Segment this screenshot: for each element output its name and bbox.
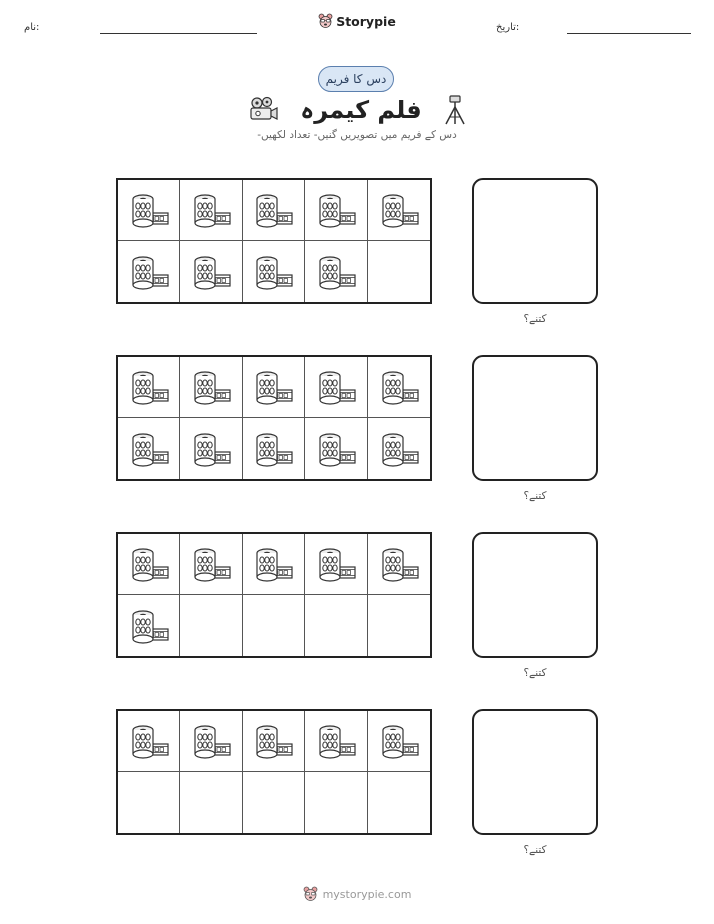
film-reel-icon xyxy=(379,721,419,761)
date-label: تاریخ: xyxy=(496,22,520,33)
question-label-3: کتنے؟ xyxy=(523,667,547,679)
frame-cell xyxy=(368,534,430,595)
ten-frame-4 xyxy=(116,709,432,835)
question-label-1: کتنے؟ xyxy=(523,313,547,325)
frame-cell xyxy=(180,772,242,833)
brand-name: Storypie xyxy=(336,13,396,29)
question-label-2: کتنے؟ xyxy=(523,490,547,502)
film-reel-icon xyxy=(316,252,356,292)
film-reel-icon xyxy=(316,429,356,469)
film-reel-icon xyxy=(253,252,293,292)
frame-cell xyxy=(243,595,305,656)
film-reel-icon xyxy=(129,429,169,469)
answer-box-4[interactable] xyxy=(472,709,598,835)
frame-cell xyxy=(305,357,367,418)
storypie-bear-icon xyxy=(318,13,333,29)
film-reel-icon xyxy=(379,544,419,584)
frame-cell xyxy=(118,534,180,595)
ten-frame-3 xyxy=(116,532,432,658)
frame-cell xyxy=(118,418,180,479)
film-reel-icon xyxy=(253,429,293,469)
frame-cell xyxy=(305,418,367,479)
frame-cell xyxy=(368,711,430,772)
film-reel-icon xyxy=(129,367,169,407)
page-title: فلم کیمرہ xyxy=(300,96,422,124)
footer xyxy=(0,886,714,906)
film-reel-icon xyxy=(379,429,419,469)
film-reel-icon xyxy=(316,190,356,230)
frame-cell xyxy=(180,241,242,302)
film-reel-icon xyxy=(316,367,356,407)
frame-cell xyxy=(368,418,430,479)
footer-url: mystorypie.com xyxy=(322,887,412,901)
film-reel-icon xyxy=(191,721,231,761)
film-reel-icon xyxy=(129,190,169,230)
brand xyxy=(0,13,714,33)
frame-cell xyxy=(368,595,430,656)
film-reel-icon xyxy=(253,367,293,407)
frame-cell xyxy=(180,711,242,772)
film-reel-icon xyxy=(191,429,231,469)
topic-badge: دس کا فریم xyxy=(318,66,394,92)
ten-frame-2 xyxy=(116,355,432,481)
frame-cell xyxy=(243,241,305,302)
film-reel-icon xyxy=(129,252,169,292)
frame-cell xyxy=(243,711,305,772)
film-reel-icon xyxy=(129,606,169,646)
frame-cell xyxy=(305,241,367,302)
answer-box-1[interactable] xyxy=(472,178,598,304)
film-reel-icon xyxy=(379,190,419,230)
frame-cell xyxy=(368,772,430,833)
frame-cell xyxy=(180,180,242,241)
film-reel-icon xyxy=(316,544,356,584)
frame-cell xyxy=(368,357,430,418)
film-reel-icon xyxy=(379,367,419,407)
answer-box-3[interactable] xyxy=(472,532,598,658)
frame-cell xyxy=(305,772,367,833)
frame-cell xyxy=(118,241,180,302)
film-reel-icon xyxy=(129,544,169,584)
frame-cell xyxy=(368,241,430,302)
frame-cell xyxy=(243,357,305,418)
name-line[interactable] xyxy=(100,33,257,34)
frame-cell xyxy=(180,534,242,595)
film-reel-icon xyxy=(253,721,293,761)
storypie-bear-icon xyxy=(303,886,318,902)
film-reel-icon xyxy=(191,544,231,584)
frame-cell xyxy=(118,595,180,656)
frame-cell xyxy=(243,534,305,595)
film-reel-icon xyxy=(191,252,231,292)
frame-cell xyxy=(243,180,305,241)
frame-cell xyxy=(243,418,305,479)
film-reel-icon xyxy=(191,367,231,407)
film-reel-icon xyxy=(129,721,169,761)
film-reel-icon xyxy=(316,721,356,761)
question-label-4: کتنے؟ xyxy=(523,844,547,856)
frame-cell xyxy=(180,357,242,418)
movie-camera-icon xyxy=(248,96,278,124)
frame-cell xyxy=(305,595,367,656)
frame-cell xyxy=(180,595,242,656)
frame-cell xyxy=(180,418,242,479)
film-reel-icon xyxy=(191,190,231,230)
frame-cell xyxy=(368,180,430,241)
title-row xyxy=(0,95,714,128)
instructions: دس کے فریم میں تصویریں گنیں- تعداد لکھیں- xyxy=(257,129,457,141)
frame-cell xyxy=(305,180,367,241)
frame-cell xyxy=(243,772,305,833)
frame-cell xyxy=(118,711,180,772)
frame-cell xyxy=(118,180,180,241)
tripod-icon xyxy=(444,95,466,125)
frame-cell xyxy=(118,772,180,833)
ten-frame-1 xyxy=(116,178,432,304)
name-label: نام: xyxy=(24,22,40,33)
frame-cell xyxy=(305,534,367,595)
answer-box-2[interactable] xyxy=(472,355,598,481)
date-line[interactable] xyxy=(567,33,691,34)
film-reel-icon xyxy=(253,190,293,230)
frame-cell xyxy=(118,357,180,418)
frame-cell xyxy=(305,711,367,772)
film-reel-icon xyxy=(253,544,293,584)
